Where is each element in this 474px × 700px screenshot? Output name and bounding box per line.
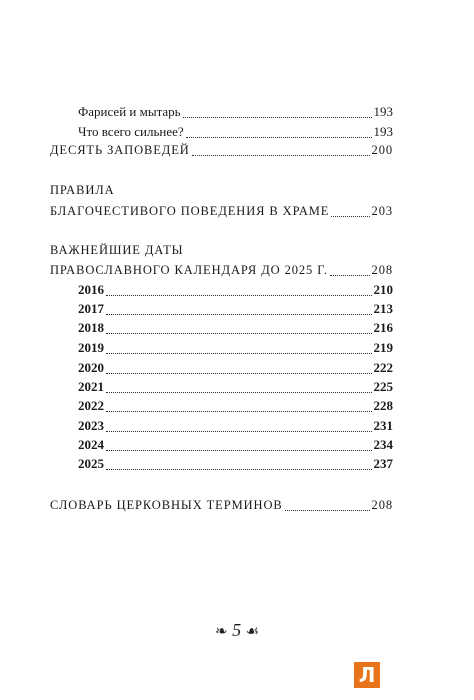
publisher-logo-letter: Л — [358, 663, 376, 687]
toc-entry — [78, 418, 393, 434]
toc-entry-title: СЛОВАРЬ ЦЕРКОВНЫХ ТЕРМИНОВ — [50, 498, 283, 512]
toc-entry — [50, 262, 393, 278]
toc-entry — [78, 104, 393, 120]
toc-leader-dots — [331, 206, 369, 217]
toc-entry-title: 2022 — [78, 398, 104, 413]
toc-leader-dots — [106, 401, 372, 412]
toc-section-heading — [50, 242, 393, 258]
toc-entry-title: 2024 — [78, 437, 104, 452]
toc-entry — [50, 497, 393, 513]
page-number: 5 — [232, 620, 242, 640]
toc-entry — [50, 142, 393, 158]
toc-entry — [78, 456, 393, 472]
toc-entry-title: 2023 — [78, 418, 104, 433]
toc-entry-page: 193 — [373, 124, 393, 139]
toc-entry-title: Что всего сильнее? — [78, 124, 184, 139]
toc-entry-page: 228 — [373, 398, 393, 413]
toc-entry-page: 219 — [373, 340, 393, 355]
toc-entry-title: 2019 — [78, 340, 104, 355]
toc-entry-title: ПРАВОСЛАВНОГО КАЛЕНДАРЯ ДО 2025 Г. — [50, 263, 328, 277]
toc-entry-title: БЛАГОЧЕСТИВОГО ПОВЕДЕНИЯ В ХРАМЕ — [50, 204, 330, 218]
toc-entry-page: 216 — [373, 320, 393, 335]
toc-entry — [78, 398, 393, 414]
publisher-logo-icon — [354, 662, 380, 688]
toc-entry-page: 200 — [371, 143, 393, 157]
toc-entry — [78, 320, 393, 336]
ornament-right-icon: ☙ — [245, 624, 260, 640]
toc-entry-title: 2025 — [78, 456, 104, 471]
toc-entry-page: 210 — [373, 282, 393, 297]
toc-leader-dots — [106, 421, 372, 432]
toc-leader-dots — [183, 107, 372, 118]
toc-leader-dots — [186, 127, 372, 138]
toc-leader-dots — [106, 363, 372, 374]
toc-entry — [78, 340, 393, 356]
toc-entry-title: 2017 — [78, 301, 104, 316]
toc-leader-dots — [330, 265, 370, 276]
toc-heading-title: ПРАВИЛА — [50, 183, 115, 197]
toc-entry-page: 222 — [373, 360, 393, 375]
toc-leader-dots — [106, 343, 372, 354]
toc-entry-page: 237 — [373, 456, 393, 471]
toc-entry — [78, 124, 393, 140]
toc-leader-dots — [106, 304, 372, 315]
toc-entry-page: 208 — [371, 263, 393, 277]
toc-entry-title: 2021 — [78, 379, 104, 394]
toc-entry — [78, 301, 393, 317]
toc-entry-title: 2016 — [78, 282, 104, 297]
toc-leader-dots — [106, 382, 372, 393]
toc-leader-dots — [106, 440, 372, 451]
toc-entry-page: 234 — [373, 437, 393, 452]
toc-entry-page: 193 — [373, 104, 393, 119]
toc-heading-title: ВАЖНЕЙШИЕ ДАТЫ — [50, 243, 184, 257]
toc-entry-page: 208 — [371, 498, 393, 512]
toc-leader-dots — [106, 459, 372, 470]
toc-entry-page: 231 — [373, 418, 393, 433]
toc-entry — [78, 379, 393, 395]
toc-entry-page: 203 — [371, 204, 393, 218]
toc-entry — [78, 282, 393, 298]
toc-entry-title: Фарисей и мытарь — [78, 104, 181, 119]
toc-entry — [50, 203, 393, 219]
toc-leader-dots — [106, 323, 372, 334]
toc-leader-dots — [106, 285, 372, 296]
toc-section-heading — [50, 182, 393, 198]
toc-entry-page: 213 — [373, 301, 393, 316]
toc-entry — [78, 437, 393, 453]
page-footer — [0, 620, 474, 641]
toc-leader-dots — [192, 145, 370, 156]
toc-entry-title: 2020 — [78, 360, 104, 375]
toc-entry-page: 225 — [373, 379, 393, 394]
toc-entry-title: 2018 — [78, 320, 104, 335]
ornament-left-icon: ❧ — [214, 624, 228, 640]
toc-leader-dots — [285, 500, 370, 511]
toc-entry — [78, 360, 393, 376]
toc-entry-title: ДЕСЯТЬ ЗАПОВЕДЕЙ — [50, 143, 190, 157]
